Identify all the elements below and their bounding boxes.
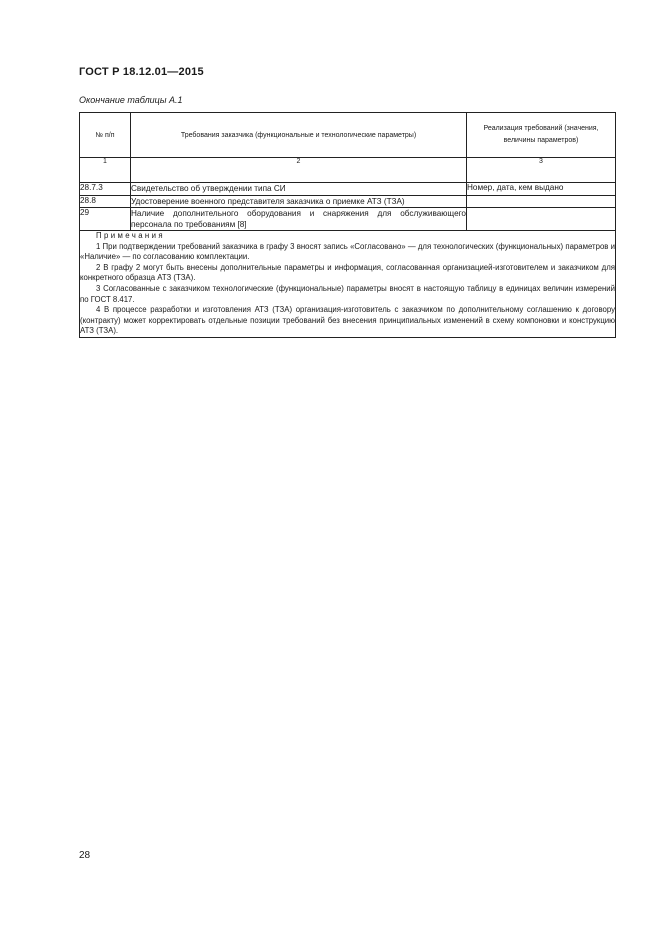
row-requirement: Удостоверение военного представителя заказчика о приемке АТЗ (ТЗА) <box>131 196 467 208</box>
notes-title: Примечания <box>96 231 166 240</box>
column-number-2: 2 <box>131 158 467 183</box>
column-number-row <box>80 158 616 183</box>
row-implementation <box>467 208 616 231</box>
row-implementation <box>467 196 616 208</box>
note-item: 2 В графу 2 могут быть внесены дополнительные параметры и информация, согласованная организацией-изготовителем и заказчиком для конкретного образца АТЗ (ТЗА). <box>80 262 615 283</box>
note-item: 1 При подтверждении требований заказчика в графу 3 вносят запись «Согласовано» — для технологических (функциональных) параметров и «Наличие» — по согласованию комплектации. <box>80 241 615 262</box>
row-requirement: Свидетельство об утверждении типа СИ <box>131 183 467 196</box>
row-implementation: Номер, дата, кем выдано <box>467 183 616 196</box>
table-row <box>80 208 616 231</box>
note-item: 3 Согласованные с заказчиком технологические (функциональные) параметры вносят в настоящую таблицу в единицах величин измерений по ГОСТ 8.417. <box>80 283 615 304</box>
table-notes <box>80 231 616 338</box>
column-number-1: 1 <box>80 158 131 183</box>
table-header-row <box>80 113 616 158</box>
table-row <box>80 183 616 196</box>
notes-row <box>80 231 616 338</box>
page-number: 28 <box>79 850 91 861</box>
note-item: 4 В процессе разработки и изготовления АТЗ (ТЗА) организация-изготовитель с заказчиком по дополнительному соглашению к договору (контракту) может корректировать отдельные позиции требований без внесения принципиальных изменений в схему компоновки и конструкцию АТЗ (ТЗА). <box>80 305 615 336</box>
row-number: 28.8 <box>80 196 131 208</box>
table-row <box>80 196 616 208</box>
requirements-table <box>79 112 616 338</box>
row-number: 29 <box>80 208 131 231</box>
table-caption: Окончание таблицы А.1 <box>79 95 183 105</box>
header-implementation: Реализация требований (значения, величины параметров) <box>467 113 616 158</box>
header-number: № п/п <box>80 113 131 158</box>
header-requirements: Требования заказчика (функциональные и технологические параметры) <box>131 113 467 158</box>
column-number-3: 3 <box>467 158 616 183</box>
row-number: 28.7.3 <box>80 183 131 196</box>
row-requirement: Наличие дополнительного оборудования и снаряжения для обслуживающего персонала по требованиям [8] <box>131 209 466 229</box>
document-code: ГОСТ Р 18.12.01—2015 <box>79 66 204 78</box>
